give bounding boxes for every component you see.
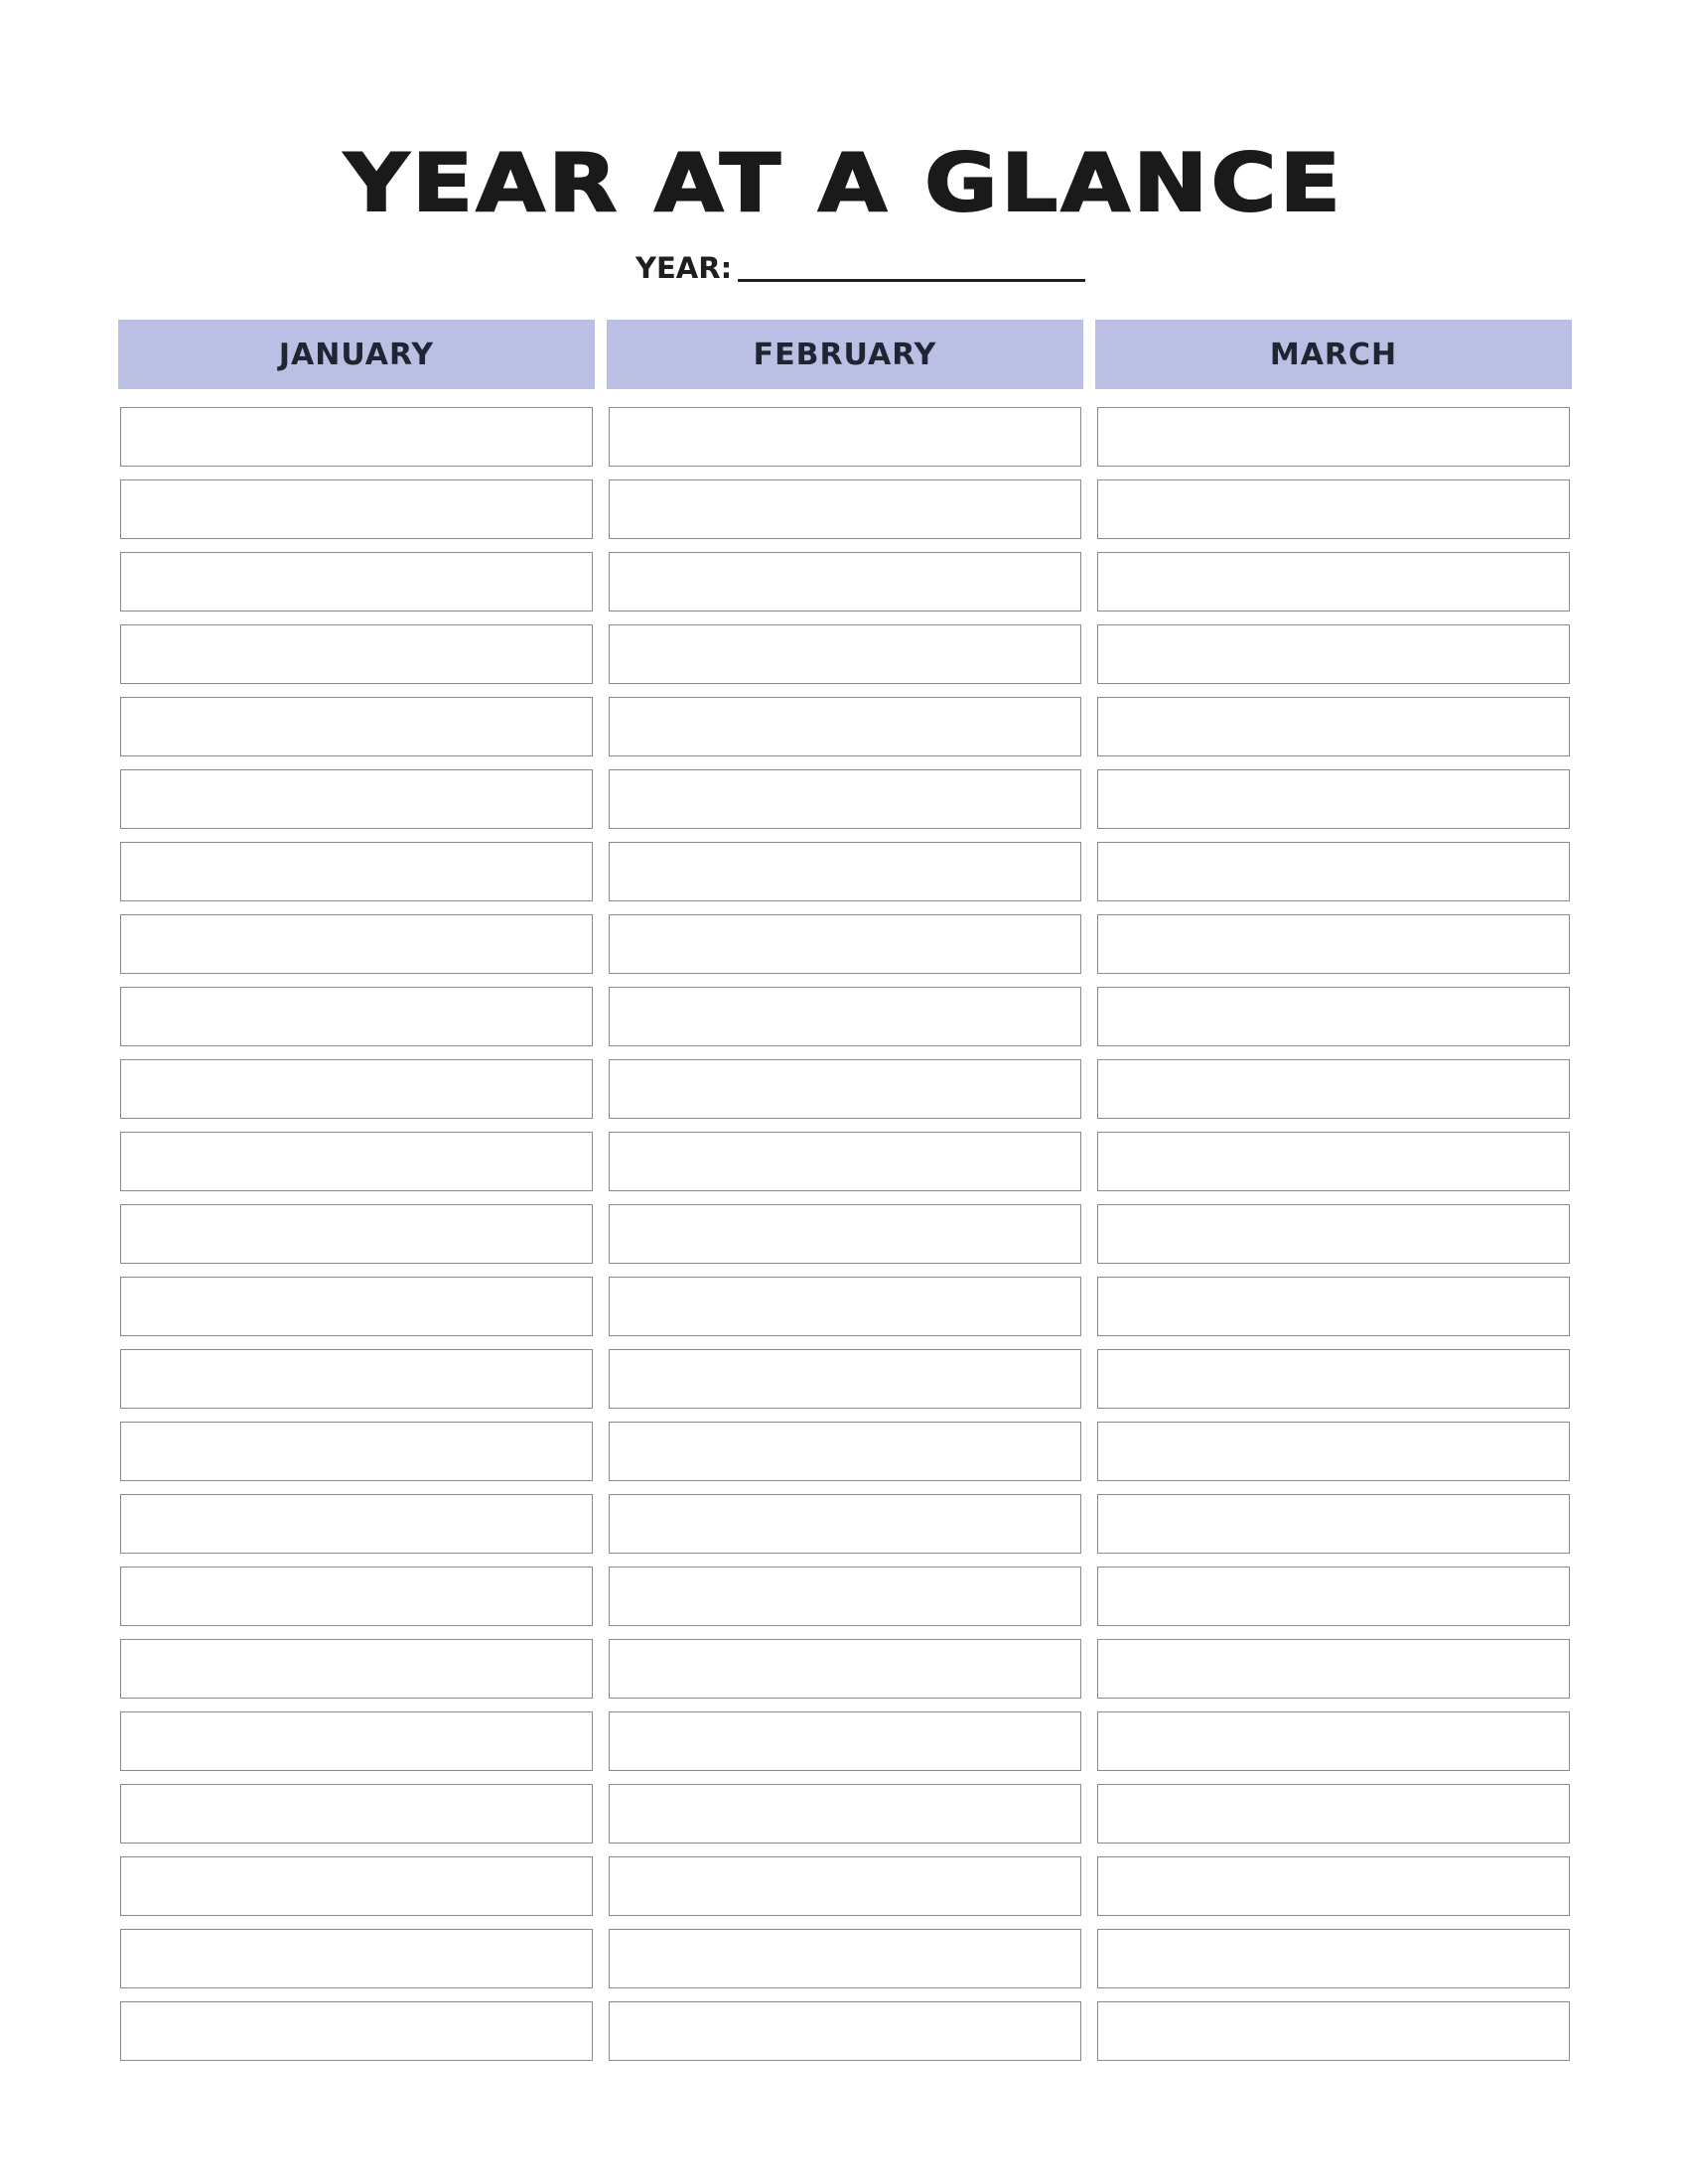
month-header-january: JANUARY [118,320,595,389]
entry-box[interactable] [120,552,593,612]
entry-box[interactable] [1097,1277,1570,1336]
entry-box[interactable] [1097,407,1570,467]
entry-box[interactable] [609,1567,1081,1626]
entry-box[interactable] [1097,2001,1570,2061]
entry-box[interactable] [1097,479,1570,539]
entry-box[interactable] [609,697,1081,756]
page-title: YEAR AT A GLANCE [344,137,1344,229]
entry-box[interactable] [609,1132,1081,1191]
entry-box[interactable] [120,624,593,684]
entry-box[interactable] [1097,914,1570,974]
entry-box[interactable] [1097,1132,1570,1191]
entry-box[interactable] [609,1204,1081,1264]
entry-box[interactable] [1097,769,1570,829]
entry-box[interactable] [120,2001,593,2061]
month-column-january [118,320,595,2074]
entry-box[interactable] [1097,552,1570,612]
entry-box[interactable] [609,1422,1081,1481]
entry-box[interactable] [120,479,593,539]
entry-box[interactable] [1097,1929,1570,1988]
entry-list [1095,407,1572,2074]
month-column-march [1095,320,1572,2074]
entry-box[interactable] [1097,1422,1570,1481]
month-column-february [607,320,1083,2074]
year-label: YEAR: [635,251,733,285]
entry-box[interactable] [1097,1204,1570,1264]
entry-box[interactable] [120,1494,593,1554]
entry-box[interactable] [120,1567,593,1626]
entry-list [607,407,1083,2074]
entry-box[interactable] [609,624,1081,684]
entry-box[interactable] [1097,1349,1570,1409]
entry-box[interactable] [1097,697,1570,756]
entry-box[interactable] [609,1639,1081,1699]
entry-box[interactable] [120,1277,593,1336]
entry-box[interactable] [1097,842,1570,901]
entry-box[interactable] [120,1639,593,1699]
entry-box[interactable] [120,407,593,467]
entry-list [118,407,595,2074]
entry-box[interactable] [609,552,1081,612]
entry-box[interactable] [609,842,1081,901]
entry-box[interactable] [120,1349,593,1409]
entry-box[interactable] [609,914,1081,974]
entry-box[interactable] [1097,987,1570,1046]
entry-box[interactable] [609,987,1081,1046]
entry-box[interactable] [120,1059,593,1119]
entry-box[interactable] [1097,1639,1570,1699]
entry-box[interactable] [1097,624,1570,684]
entry-box[interactable] [609,1277,1081,1336]
entry-box[interactable] [609,769,1081,829]
entry-box[interactable] [120,1929,593,1988]
entry-box[interactable] [1097,1494,1570,1554]
entry-box[interactable] [120,1711,593,1771]
entry-box[interactable] [609,407,1081,467]
entry-box[interactable] [609,479,1081,539]
entry-box[interactable] [120,697,593,756]
entry-box[interactable] [609,1784,1081,1843]
entry-box[interactable] [120,842,593,901]
entry-box[interactable] [120,1132,593,1191]
entry-box[interactable] [1097,1784,1570,1843]
entry-box[interactable] [1097,1711,1570,1771]
entry-box[interactable] [120,1422,593,1481]
entry-box[interactable] [120,769,593,829]
year-field [635,248,1085,288]
entry-box[interactable] [120,1856,593,1916]
year-input-line[interactable] [738,279,1085,282]
entry-box[interactable] [609,1929,1081,1988]
entry-box[interactable] [120,1784,593,1843]
entry-box[interactable] [1097,1567,1570,1626]
entry-box[interactable] [609,2001,1081,2061]
entry-box[interactable] [120,1204,593,1264]
entry-box[interactable] [609,1059,1081,1119]
entry-box[interactable] [1097,1856,1570,1916]
entry-box[interactable] [120,987,593,1046]
entry-box[interactable] [120,914,593,974]
entry-box[interactable] [609,1494,1081,1554]
entry-box[interactable] [609,1856,1081,1916]
month-header-march: MARCH [1095,320,1572,389]
entry-box[interactable] [609,1711,1081,1771]
month-header-february: FEBRUARY [607,320,1083,389]
entry-box[interactable] [609,1349,1081,1409]
month-grid [118,320,1572,2074]
entry-box[interactable] [1097,1059,1570,1119]
